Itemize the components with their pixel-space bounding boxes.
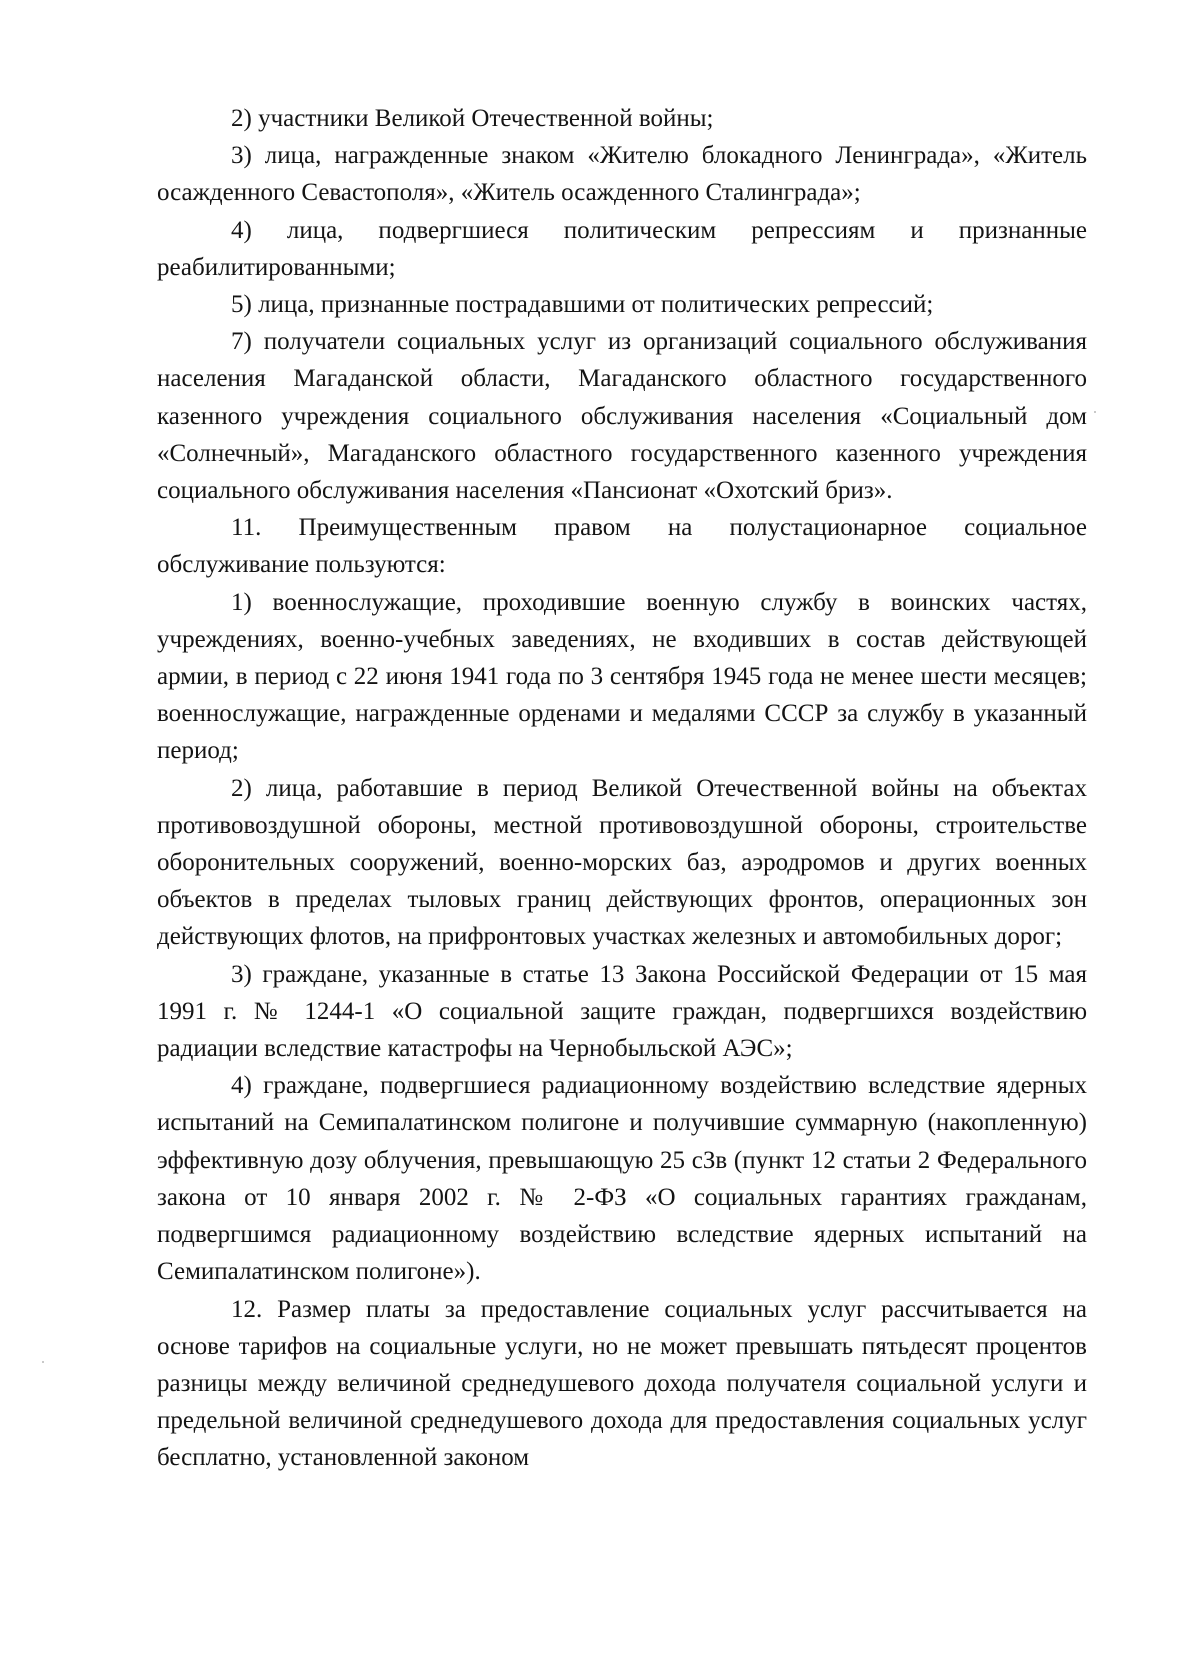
paragraph-section-12: 12. Размер платы за предоставление социальных услуг рассчитывается на основе тарифов на социальные услуги, но не может превышать пятьдесят процентов разницы между величиной среднедушевого дохода получателя социальной услуги и предельной величиной среднедушевого дохода для предоставления социальных услуг бесплатно, установленной законом bbox=[157, 1295, 1087, 1472]
paragraph-section-11: 11. Преимущественным правом на полустационарное социальное обслуживание пользуются: bbox=[157, 514, 1087, 579]
paragraph-11-item-3: 3) граждане, указанные в статье 13 Закона Российской Федерации от 15 мая 1991 г. № 1244-1 «О социальной защите граждан, подвергшихся воздействию радиации вследствие катастрофы на Чернобыльской АЭС»; bbox=[157, 960, 1087, 1063]
paragraph-item-5-victims: 5) лица, признанные пострадавшими от политических репрессий; bbox=[231, 291, 934, 319]
scan-speck bbox=[42, 1361, 44, 1363]
paragraph-item-3-blockade: 3) лица, награжденные знаком «Жителю блокадного Ленинграда», «Житель осажденного Севастополя», «Житель осажденного Сталинграда»; bbox=[157, 142, 1087, 207]
paragraph-item-2-veterans: 2) участники Великой Отечественной войны; bbox=[231, 105, 714, 132]
paragraph-11-item-2: 2) лица, работавшие в период Великой Отечественной войны на объектах противовоздушной обороны, местной противовоздушной обороны, строительстве оборонительных сооружений, военно-морских баз, аэродромов и других военных объектов в пределах тыловых границ действующих фронтов, операционных зон действующих флотов, на прифронтовых участках железных и автомобильных дорог; bbox=[157, 774, 1087, 951]
paragraph-11-item-1: 1) военнослужащие, проходившие военную службу в воинских частях, учреждениях, военно-учебных заведениях, не входивших в состав действующей армии, в период с 22 июня 1941 года по 3 сентября 1945 года не менее шести месяцев; военнослужащие, награжденные орденами и медалями СССР за службу в указанный период; bbox=[157, 588, 1087, 765]
paragraph-item-7-recipients: 7) получатели социальных услуг из организаций социального обслуживания населения Магаданской области, Магаданского областного государственного казенного учреждения социального обслуживания населения «Социальный дом «Солнечный», Магаданского областного государственного казенного учреждения социального обслуживания населения «Пансионат «Охотский бриз». bbox=[157, 328, 1087, 505]
paragraph-11-item-4: 4) граждане, подвергшиеся радиационному воздействию вследствие ядерных испытаний на Семипалатинском полигоне и получившие суммарную (накопленную) эффективную дозу облучения, превышающую 25 сЗв (пункт 12 статьи 2 Федерального закона от 10 января 2002 г. № 2-ФЗ «О социальных гарантиях гражданам, подвергшимся радиационному воздействию вследствие ядерных испытаний на Семипалатинском полигоне»). bbox=[157, 1072, 1087, 1286]
scan-speck bbox=[1094, 411, 1096, 413]
document-body bbox=[157, 100, 1087, 1477]
paragraph-item-4-repressed: 4) лица, подвергшиеся политическим репрессиям и признанные реабилитированными; bbox=[157, 216, 1087, 281]
